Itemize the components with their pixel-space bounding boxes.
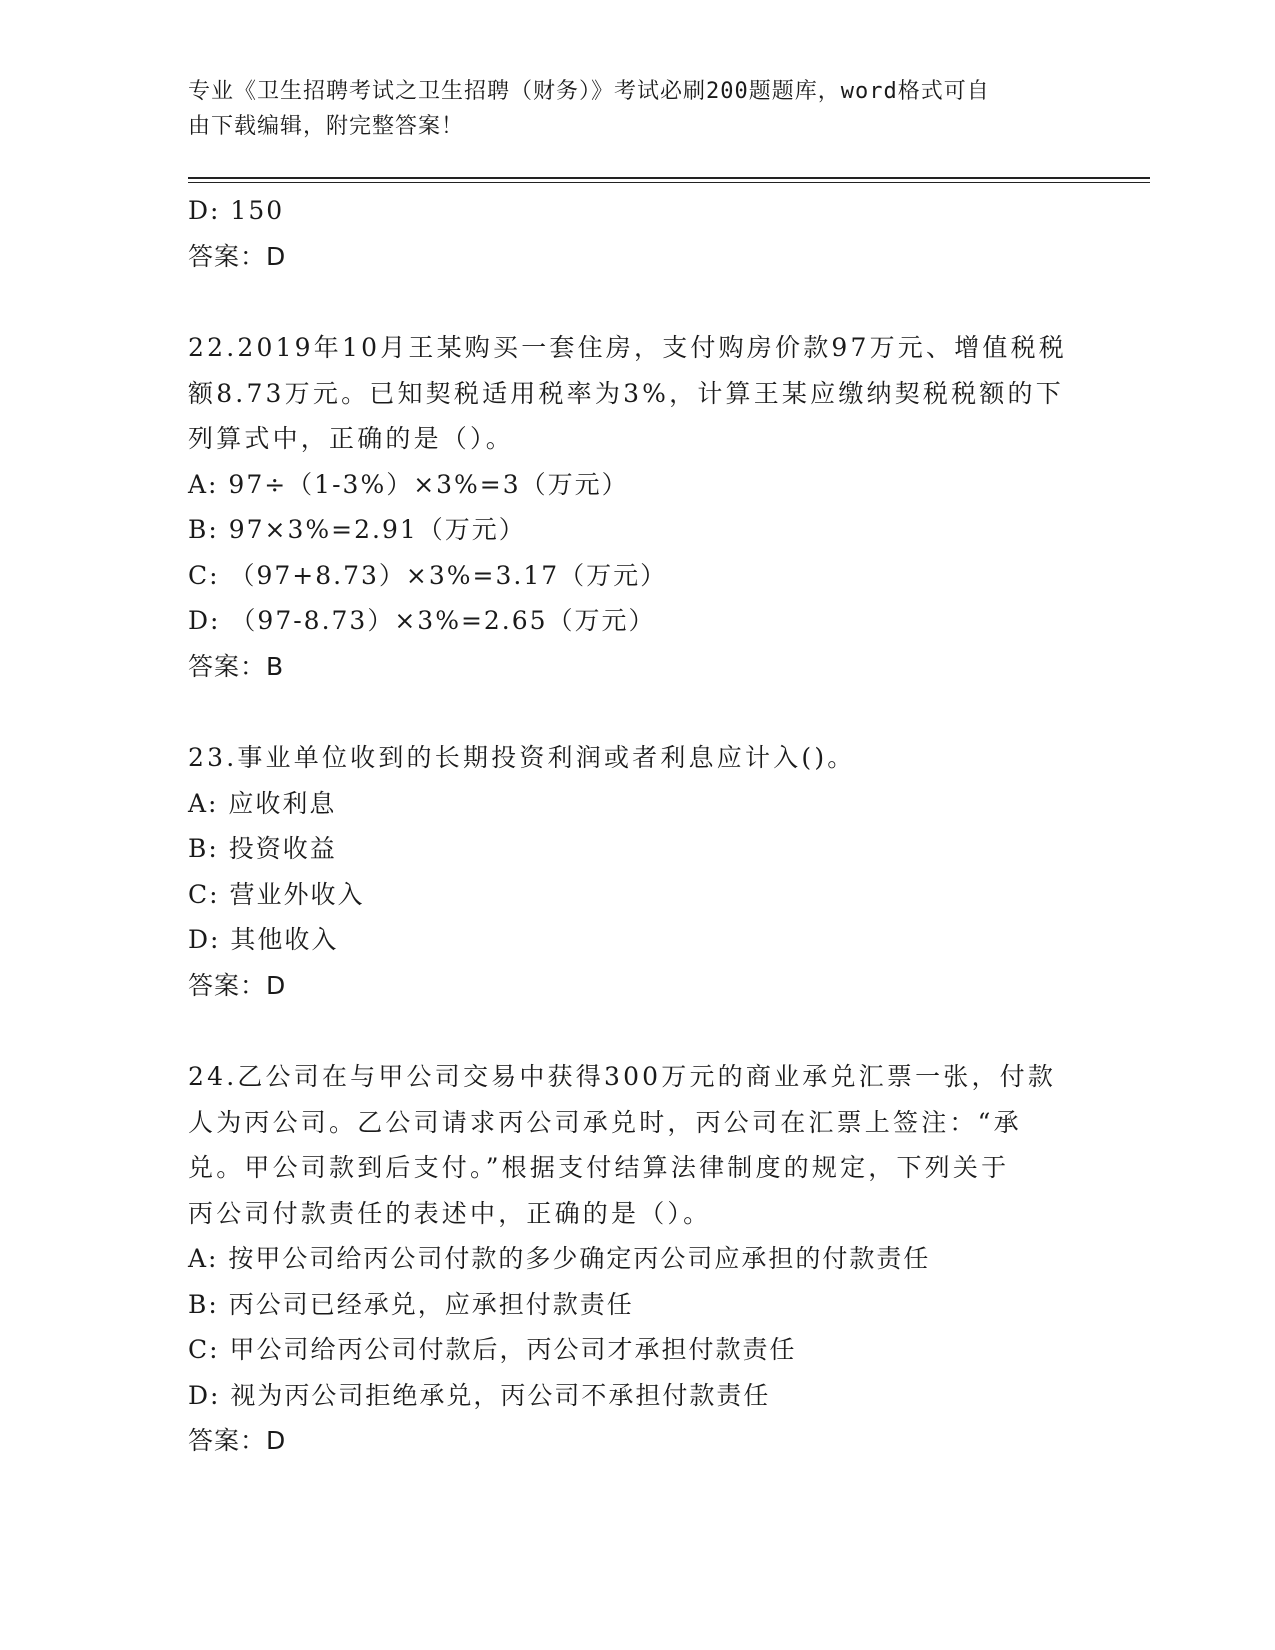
option-c: C: 营业外收入 xyxy=(188,879,365,909)
answer: 答案：B xyxy=(188,651,285,681)
spacer xyxy=(188,689,1098,735)
question-line: 额8.73万元。已知契税适用税率为3%，计算王某应缴纳契税税额的下 xyxy=(188,378,1064,408)
answer: 答案：D xyxy=(188,970,287,1000)
header-divider-thick xyxy=(188,177,1150,179)
option-d: D: （97-8.73）×3%=2.65（万元） xyxy=(188,606,656,635)
prev-answer: 答案：D xyxy=(188,241,287,271)
question-23 xyxy=(188,735,1098,1008)
question-text xyxy=(188,735,1098,781)
question-24 xyxy=(188,1054,1098,1464)
option-a: A: 97÷（1-3%）×3%=3（万元） xyxy=(188,469,629,499)
option-c: C: 甲公司给丙公司付款后，丙公司才承担付款责任 xyxy=(188,1335,797,1364)
option-a: A: 应收利息 xyxy=(188,788,337,818)
spacer xyxy=(188,1008,1098,1054)
option-d: D: 视为丙公司拒绝承兑，丙公司不承担付款责任 xyxy=(188,1380,771,1410)
question-line: 24.乙公司在与甲公司交易中获得300万元的商业承兑汇票一张，付款 xyxy=(188,1062,1057,1091)
question-22 xyxy=(188,325,1098,689)
question-text xyxy=(188,1054,1098,1236)
option-b: B: 投资收益 xyxy=(188,834,337,863)
question-text xyxy=(188,325,1098,462)
option-c: C: （97+8.73）×3%=3.17（万元） xyxy=(188,560,668,590)
question-line: 22.2019年10月王某购买一套住房，支付购房价款97万元、增值税税 xyxy=(188,333,1068,362)
document-header xyxy=(188,74,1088,144)
option-b: B: 丙公司已经承兑，应承担付款责任 xyxy=(188,1289,634,1319)
answer: 答案：D xyxy=(188,1426,287,1455)
header-line-2: 由下载编辑，附完整答案！ xyxy=(188,114,465,139)
question-line: 23.事业单位收到的长期投资利润或者利息应计入()。 xyxy=(188,743,856,772)
option-a: A: 按甲公司给丙公司付款的多少确定丙公司应承担的付款责任 xyxy=(188,1244,931,1273)
spacer xyxy=(188,279,1098,325)
question-line: 人为丙公司。乙公司请求丙公司承兑时，丙公司在汇票上签注：“承 xyxy=(188,1107,1022,1137)
header-line-1: 专业《卫生招聘考试之卫生招聘（财务）》考试必刷200题题库，word格式可自 xyxy=(188,79,990,104)
document-body xyxy=(188,188,1098,1464)
question-line: 列算式中，正确的是（）。 xyxy=(188,424,514,453)
question-line: 丙公司付款责任的表述中，正确的是（）。 xyxy=(188,1198,712,1228)
question-line: 兑。甲公司款到后支付。”根据支付结算法律制度的规定，下列关于 xyxy=(188,1153,1010,1182)
prev-option-d: D: 150 xyxy=(188,196,285,225)
header-divider-thin xyxy=(188,182,1150,183)
option-d: D: 其他收入 xyxy=(188,925,339,954)
option-b: B: 97×3%=2.91（万元） xyxy=(188,515,526,544)
